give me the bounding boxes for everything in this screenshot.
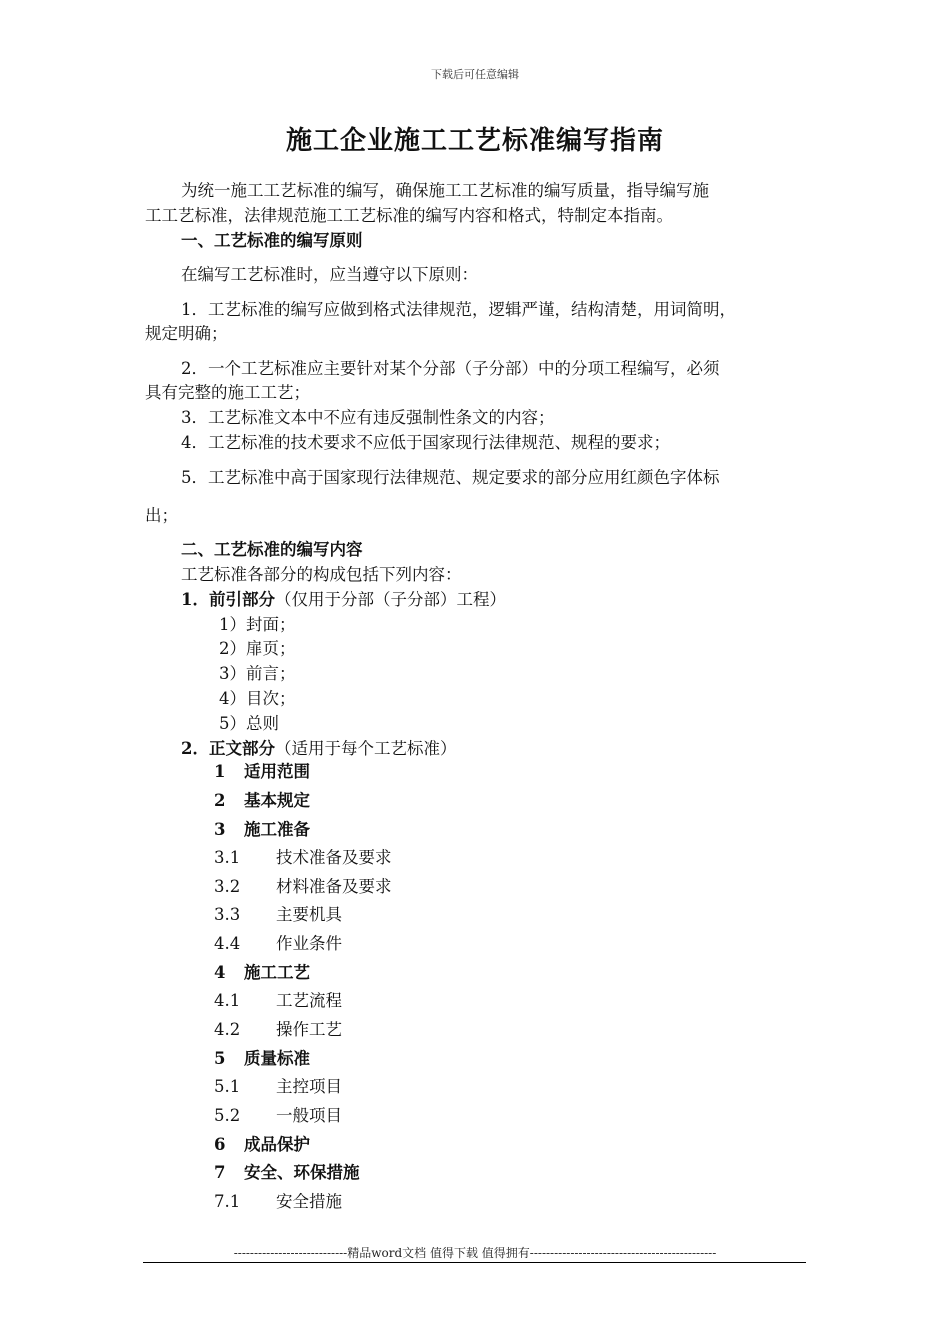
outline-text: 适用范围 bbox=[244, 762, 310, 781]
outline-num: 3.2 bbox=[214, 877, 241, 896]
part-2-note: （适用于每个工艺标准） bbox=[274, 739, 457, 758]
outline-text: 成品保护 bbox=[244, 1135, 310, 1154]
outline-item bbox=[214, 1104, 342, 1128]
outline-text: 安全措施 bbox=[276, 1192, 342, 1211]
document-title: 施工企业施工工艺标准编写指南 bbox=[285, 126, 664, 156]
outline-item bbox=[214, 818, 310, 842]
intro-line-1: 为统一施工工艺标准的编写，确保施工工艺标准的编写质量，指导编写施 bbox=[181, 181, 709, 200]
outline-item bbox=[214, 932, 342, 956]
outline-item bbox=[214, 1190, 342, 1214]
principle-1-line-2: 规定明确； bbox=[145, 324, 228, 343]
outline-num: 6 bbox=[214, 1135, 226, 1154]
outline-text: 工艺流程 bbox=[276, 991, 342, 1010]
outline-num: 4.2 bbox=[214, 1020, 241, 1039]
outline-item bbox=[214, 1018, 342, 1042]
outline-num: 5 bbox=[214, 1049, 226, 1068]
outline-num: 7.1 bbox=[214, 1192, 241, 1211]
outline-num: 1 bbox=[214, 762, 226, 781]
principle-5-line-1: 5．工艺标准中高于国家现行法律规范、规定要求的部分应用红颜色字体标 bbox=[181, 468, 720, 487]
part-1-note: （仅用于分部（子分部）工程） bbox=[274, 590, 506, 609]
principle-4: 4．工艺标准的技术要求不应低于国家现行法律规范、规程的要求； bbox=[181, 433, 670, 452]
part-1-item: 1）封面； bbox=[219, 615, 296, 634]
outline-num: 4 bbox=[214, 963, 226, 982]
part-1-item: 4）目次； bbox=[219, 689, 296, 708]
outline-num: 4.1 bbox=[214, 991, 241, 1010]
outline-text: 操作工艺 bbox=[276, 1020, 342, 1039]
outline-text: 一般项目 bbox=[276, 1106, 342, 1125]
section-1-heading: 一、工艺标准的编写原则 bbox=[181, 231, 363, 250]
part-1-num: 1． bbox=[181, 590, 209, 609]
principle-1-line-1: 1．工艺标准的编写应做到格式法律规范，逻辑严谨，结构清楚，用词简明， bbox=[181, 300, 736, 319]
outline-num: 5.1 bbox=[214, 1077, 241, 1096]
part-2-title bbox=[181, 737, 456, 761]
part-2-label: 正文部分 bbox=[208, 739, 275, 758]
outline-num: 5.2 bbox=[214, 1106, 241, 1125]
outline-text: 材料准备及要求 bbox=[276, 877, 392, 896]
outline-item bbox=[214, 875, 392, 899]
section-2-lead: 工艺标准各部分的构成包括下列内容： bbox=[181, 565, 462, 584]
principle-2-line-2: 具有完整的施工工艺； bbox=[145, 383, 310, 402]
outline-item bbox=[214, 1075, 342, 1099]
outline-num: 4.4 bbox=[214, 934, 241, 953]
outline-text: 主控项目 bbox=[276, 1077, 342, 1096]
intro-line-2: 工工艺标准，法律规范施工工艺标准的编写内容和格式，特制定本指南。 bbox=[145, 206, 673, 225]
section-2-heading: 二、工艺标准的编写内容 bbox=[181, 540, 363, 559]
principle-2-line-1: 2．一个工艺标准应主要针对某个分部（子分部）中的分项工程编写，必须 bbox=[181, 359, 720, 378]
outline-item bbox=[214, 760, 310, 784]
outline-text: 主要机具 bbox=[276, 905, 342, 924]
principle-5-line-2: 出； bbox=[145, 506, 178, 525]
part-1-item: 2）扉页； bbox=[219, 639, 296, 658]
outline-item bbox=[214, 1133, 310, 1157]
part-2-num: 2． bbox=[181, 739, 209, 758]
outline-num: 7 bbox=[214, 1163, 226, 1182]
outline-item bbox=[214, 961, 310, 985]
footer-rule bbox=[143, 1262, 806, 1263]
outline-num: 3 bbox=[214, 820, 226, 839]
section-1-lead: 在编写工艺标准时，应当遵守以下原则： bbox=[181, 265, 478, 284]
part-1-title bbox=[181, 588, 506, 612]
outline-item bbox=[214, 1047, 310, 1071]
outline-num: 3.1 bbox=[214, 848, 241, 867]
outline-text: 施工工艺 bbox=[244, 963, 310, 982]
outline-item bbox=[214, 989, 342, 1013]
outline-text: 安全、环保措施 bbox=[244, 1163, 360, 1182]
part-1-item: 3）前言； bbox=[219, 664, 296, 683]
outline-text: 技术准备及要求 bbox=[276, 848, 392, 867]
part-1-label: 前引部分 bbox=[208, 590, 275, 609]
outline-num: 3.3 bbox=[214, 905, 241, 924]
outline-text: 作业条件 bbox=[276, 934, 342, 953]
outline-item bbox=[214, 1161, 360, 1185]
outline-text: 施工准备 bbox=[244, 820, 310, 839]
principle-3: 3．工艺标准文本中不应有违反强制性条文的内容； bbox=[181, 408, 555, 427]
part-1-item: 5）总则 bbox=[219, 714, 279, 733]
header-note: 下载后可任意编辑 bbox=[431, 68, 519, 81]
outline-item bbox=[214, 789, 310, 813]
outline-item bbox=[214, 903, 342, 927]
outline-text: 质量标准 bbox=[244, 1049, 310, 1068]
outline-text: 基本规定 bbox=[244, 791, 310, 810]
footer-note: ----------------------------精品word文档 值得下载 值得拥有---------------------------------------------- bbox=[233, 1246, 717, 1260]
outline-item bbox=[214, 846, 392, 870]
outline-num: 2 bbox=[214, 791, 226, 810]
